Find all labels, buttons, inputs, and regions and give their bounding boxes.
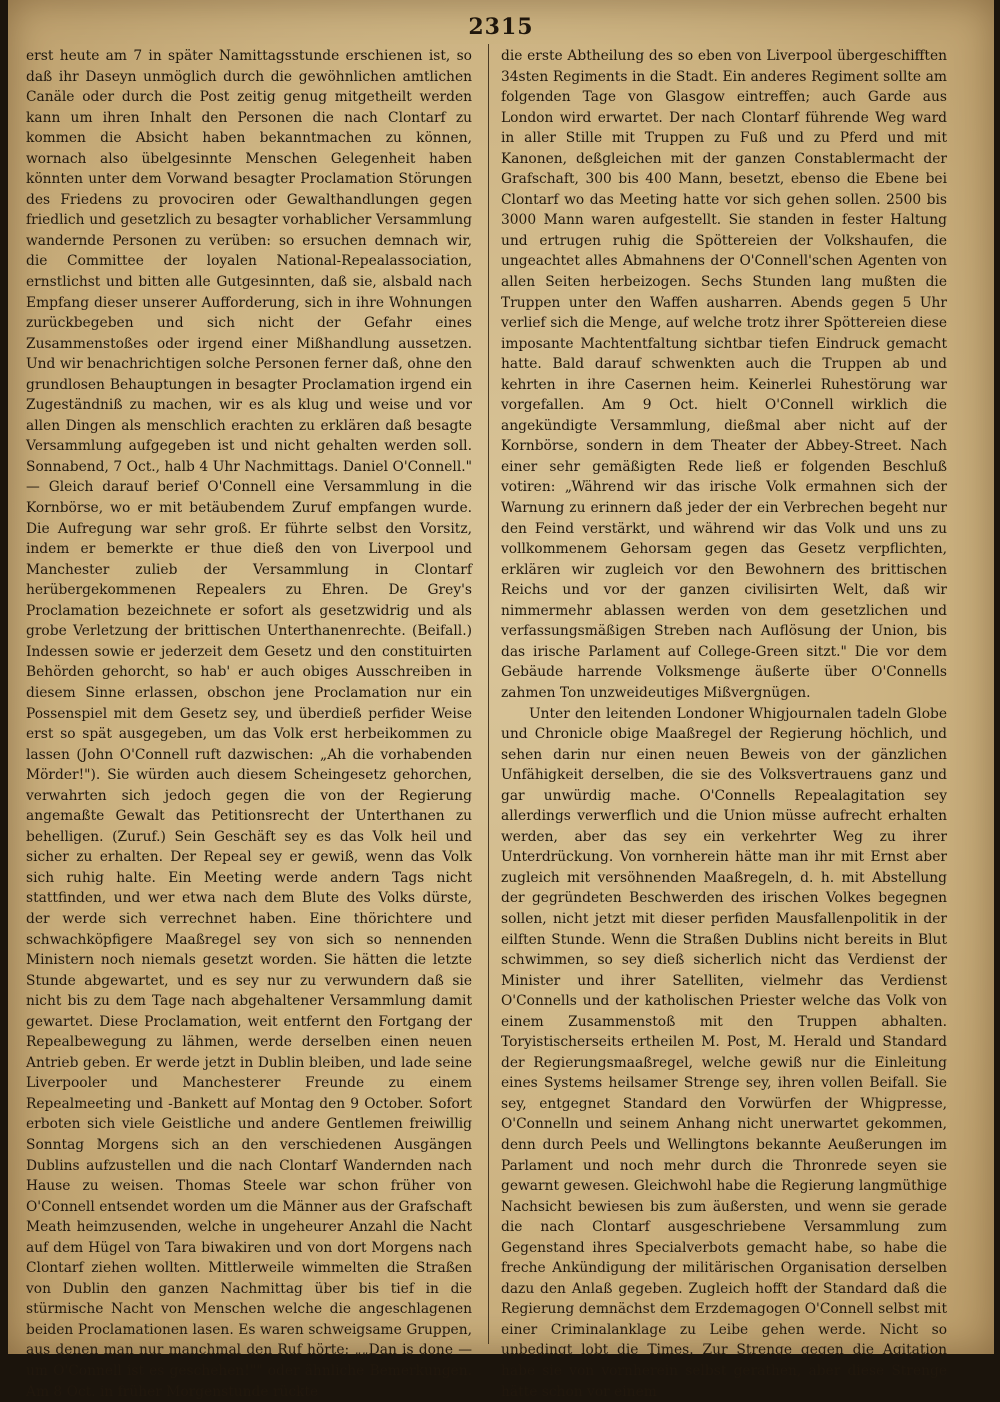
left-paragraph-1: erst heute am 7 in später Namittagsstunde erschienen ist, so daß ihr Daseyn unmöglich durch die gewöhnlichen amtlichen Canäle oder durch die Post zeitig genug mitgetheilt werden kann um ihren Inhalt den Personen die nach Clontarf zu kommen die Absicht haben bekanntmachen zu können, wornach also übelgesinnte Menschen Gelegenheit haben könnten unter dem Vorwand besagter Proclamation Störungen des Friedens zu provociren oder Gewalthandlungen gegen friedlich und gesetzlich zu besagter vorhablicher Versammlung wandernde Personen zu verüben: so ersuchen demnach wir, die Committee der loyalen National-Repealassociation, ernstlichst und bitten alle Gutgesinnten, daß sie, alsbald nach Empfang dieser unserer Aufforderung, sich in ihre Wohnungen zurückbegeben und sich nicht der Gefahr eines Zusammenstoßes oder irgend einer Mißhandlung aussetzen. Und wir benachrichtigen solche Personen ferner daß, ohne den grundlosen Behauptungen in besagter Proclamation irgend ein Zugeständniß zu machen, wir es als klug und weise und vor allen Dingen als menschlich erachten zu erklären daß besagte Versammlung aufgegeben ist und nicht gehalten werden soll. Sonnabend, 7 Oct., halb 4 Uhr Nachmittags. Daniel O'Connell." — Gleich darauf berief O'Connell eine Versammlung in die Kornbörse, wo er mit betäubendem Zuruf empfangen wurde. Die Aufregung war sehr groß. Er führte selbst den Vorsitz, indem er bemerkte er thue dieß den von Liverpool und Manchester zulieb der Versammlung in Clontarf herübergekommenen Repealers zu Ehren. De Grey's Proclamation bezeichnete er sofort als gesetzwidrig und als grobe Verletzung der brittischen Unterthanenrechte. (Beifall.) Indessen sowie er jederzeit dem Gesetz und den constituirten Behörden gehorcht, so hab' er auch obiges Ausschreiben in diesem Sinne erlassen, obschon jene Proclamation nur ein Possenspiel mit dem Gesetz sey, und überdieß perfider Weise erst so spät ausgegeben, um das Volk erst herbeikommen zu lassen (John O'Connell ruft dazwischen: „Ah die vorhabenden Mörder!"). Sie würden auch diesem Scheingesetz gehorchen, verwahrten sich jedoch gegen die von der Regierung angemaßte Gewalt das Petitionsrecht der Unterthanen zu behelligen. (Zuruf.) Sein Geschäft sey es das Volk heil und sicher zu erhalten. Der Repeal sey er gewiß, wenn das Volk sich ruhig halte. Ein Meeting werde andern Tags nicht stattfinden, und wer etwa nach dem Blute des Volks dürste, der werde sich verrechnet haben. Eine thörichtere und schwachköpfigere Maaßregel sey von sich so nennenden Ministern noch niemals gesetzt worden. Sie hätten die letzte Stunde abgewartet, und es sey nur zu verwundern daß sie nicht bis zu dem Tage nach abgehaltener Versammlung damit gewartet. Diese Proclamation, weit entfernt den Fortgang der Repealbewegung zu lähmen, werde derselben einen neuen Antrieb geben. Er werde jetzt in Dublin bleiben, und lade seine Liverpooler und Manchesterer Freunde zu einem Repealmeeting und -Bankett auf Montag den 9 October. Sofort erboten sich viele Geistliche und andere Gentlemen freiwillig Sonntag Morgens sich an den verschiedenen Ausgängen Dublins aufzustellen und die nach Clontarf Wandernden nach Hause zu weisen. Thomas Steele war schon früher von O'Connell entsendet worden um die Männer aus der Grafschaft Meath heimzusenden, welche in ungeheurer Anzahl die Nacht auf dem Hügel von Tara biwakiren und von dort Morgens nach Clontarf ziehen wollten. Mittlerweile wimmelten die Straßen von Dublin den ganzen Nachmittag über bis tief in die stürmische Nacht von Menschen welche die angeschlagenen beiden Proclamationen lasen. Es waren schweigsame Gruppen, aus denen man nur manchmal den Ruf hörte: „„Dan is done — um O'Connell ist es geschehen!"" oder ähnliche Bemerkungen. Am 8 Oct. in früher Morgenstunde rückte: [26, 46, 472, 1402]
left-column: [26, 46, 472, 1342]
right-paragraph-2: Unter den leitenden Londoner Whigjournalen tadeln Globe und Chronicle obige Maaßregel der Regierung höchlich, und sehen darin nur einen neuen Beweis von der gänzlichen Unfähigkeit derselben, die sie des Volksvertrauens ganz und gar unwürdig mache. O'Connells Repealagitation sey allerdings verwerflich und die Union müsse aufrecht erhalten werden, aber das sey ein verkehrter Weg zu ihrer Unterdrückung. Von vornherein hätte man ihr mit Ernst aber zugleich mit versöhnenden Maaßregeln, d. h. mit Abstellung der gegründeten Beschwerden des irischen Volkes begegnen sollen, nicht jetzt mit dieser perfiden Mausfallenpolitik in der eilften Stunde. Wenn die Straßen Dublins nicht bereits in Blut schwimmen, so sey dieß sicherlich nicht das Verdienst der Minister und ihrer Satelliten, vielmehr das Verdienst O'Connells und der katholischen Priester welche das Volk von einem Zusammenstoß mit den Truppen abhalten. Toryistischerseits ertheilen M. Post, M. Herald und Standard der Regierungsmaaßregel, welche gewiß nur die Einleitung eines Systems heilsamer Strenge sey, ihren vollen Beifall. Sie sey, entgegnet Standard den Vorwürfen der Whigpresse, O'Connelln und seinem Anhang nicht unerwartet gekommen, denn durch Peels und Wellingtons bekannte Aeußerungen im Parlament und noch mehr durch die Thronrede seyen sie gewarnt gewesen. Gleichwohl habe die Regierung langmüthige Nachsicht bewiesen bis zum äußersten, und wenn sie gerade die nach Clontarf ausgeschriebene Versammlung zum Gegenstand ihres Specialverbots gemacht habe, so habe die freche Ankündigung der militärischen Organisation derselben dazu den Anlaß gegeben. Zugleich hofft der Standard daß die Regierung demnächst dem Erzdemagogen O'Connell selbst mit einer Criminalanklage zu Leibe gehen werde. Nicht so unbedingt lobt die Times. Zur Strenge gegen die Agitation habe sie von vornherein selbst gerathen, aber diese Strenge hätte schon vor einem: [501, 704, 947, 1402]
column-divider: [488, 44, 489, 1344]
page-number: 2315: [8, 14, 994, 40]
right-paragraph-1: die erste Abtheilung des so eben von Liverpool übergeschifften 34sten Regiments in die Stadt. Ein anderes Regiment sollte am folgenden Tage von Glasgow eintreffen; auch Garde aus London wird erwartet. Der nach Clontarf führende Weg ward in aller Stille mit Truppen zu Fuß und zu Pferd und mit Kanonen, deßgleichen mit der ganzen Constablermacht der Grafschaft, 300 bis 400 Mann, besetzt, ebenso die Ebene bei Clontarf wo das Meeting hatte vor sich gehen sollen. 2500 bis 3000 Mann waren aufgestellt. Sie standen in fester Haltung und ertrugen ruhig die Spöttereien der Volkshaufen, die ungeachtet alles Abmahnens der O'Connell'schen Agenten von allen Seiten herbeizogen. Sechs Stunden lang mußten die Truppen unter den Waffen ausharren. Abends gegen 5 Uhr verlief sich die Menge, auf welche trotz ihrer Spöttereien diese imposante Machtentfaltung sichtbar tiefen Eindruck gemacht hatte. Bald darauf schwenkten auch die Truppen ab und kehrten in ihre Casernen heim. Keinerlei Ruhestörung war vorgefallen. Am 9 Oct. hielt O'Connell wirklich die angekündigte Versammlung, dießmal aber nicht auf der Kornbörse, sondern in dem Theater der Abbey-Street. Nach einer sehr gemäßigten Rede ließ er folgenden Beschluß votiren: „Während wir das irische Volk ermahnen sich der Warnung zu erinnern daß jeder der ein Verbrechen begeht nur den Feind verstärkt, und während wir das Volk und uns zu vollkommenem Gehorsam gegen das Gesetz verpflichten, erklären wir zugleich vor den Bewohnern des brittischen Reichs und vor der ganzen civilisirten Welt, daß wir nimmermehr ablassen werden von dem gesetzlichen und verfassungsmäßigen Streben nach Auflösung der Union, bis das irische Parlament auf College-Green sitzt." Die vor dem Gebäude harrende Volksmenge äußerte über O'Connells zahmen Ton unzweideutiges Mißvergnügen.: [501, 46, 947, 704]
right-column: [501, 46, 947, 1342]
newspaper-page: [8, 0, 994, 1354]
